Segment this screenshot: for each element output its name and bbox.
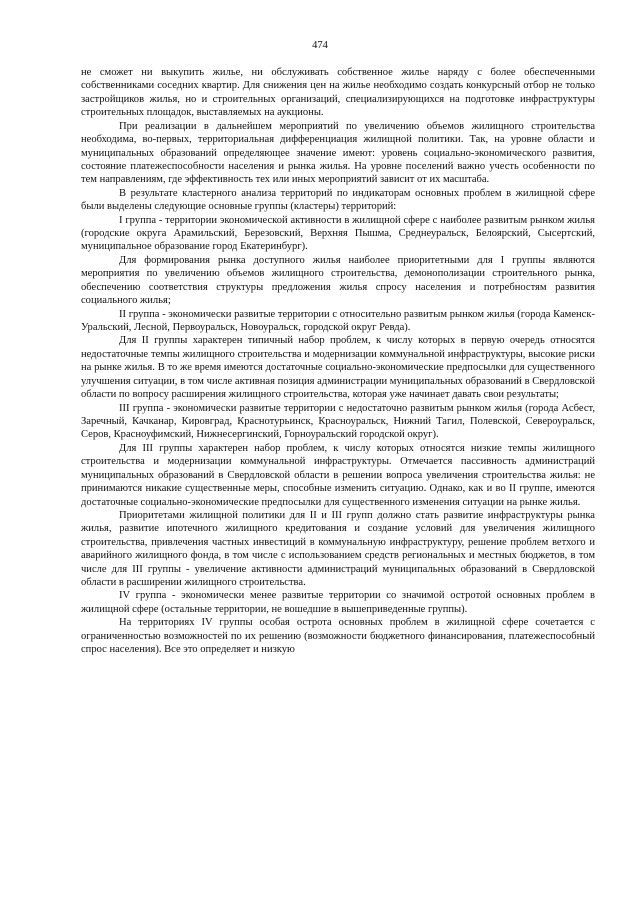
- paragraph-group-3: III группа - экономически развитые территории с недостаточно развитым рынком жилья (города Асбест, Заречный, Качканар, Кировград, Краснотурьинск, Красноуральск, Нижний Тагил, Полевской, Североуральск, Серов, Красноуфимский, Нижнесергинский, Горноуральский городской округ).: [81, 402, 595, 441]
- paragraph-continuation: не сможет ни выкупить жилье, ни обслуживать собственное жилье наряду с более обеспеченными собственниками соседних квартир. Для снижения цен на жилье необходимо создать конкурсный отбор не только застройщиков жилья, но и строительных организаций, специализирующихся на подготовке инфраструктуры строительных площадок, выставляемых на аукционы.: [81, 67, 595, 119]
- paragraph-group-4: IV группа - экономически менее развитые территории со значимой остротой основных проблем в жилищной сфере (остальные территории, не вошедшие в вышеприведенные группы).: [81, 590, 595, 615]
- paragraph-group-2: II группа - экономически развитые территории с относительно развитым рынком жилья (города Каменск-Уральский, Лесной, Первоуральск, Новоуральск, городской округ Ревда).: [81, 308, 595, 334]
- paragraph-group-1: I группа - территории экономической активности в жилищной сфере с наиболее развитым рынком жилья (городские округа Арамильский, Березовский, Верхняя Пышма, Среднеуральск, Белоярский, Сысертский, муниципальное образование город Екатеринбург).: [81, 214, 595, 253]
- paragraph: Для формирования рынка доступного жилья наиболее приоритетными для I группы являются мероприятия по увеличению объемов жилищного строительства, демонополизации строительного рынка, обеспечению соответствия структуры предложения жилья спросу населения и потребностям развития социального жилья;: [81, 254, 595, 307]
- document-body: [81, 66, 595, 657]
- page-number: 474: [312, 40, 328, 51]
- paragraph: На территориях IV группы особая острота основных проблем в жилищной сфере сочетается с ограниченностью возможностей по их решению (возможности бюджетного финансирования, платежеспособный спрос населения). Все это определяет и низкую: [81, 617, 595, 656]
- paragraph: Приоритетами жилищной политики для II и III групп должно стать развитие инфраструктуры рынка жилья, развитие ипотечного жилищного кредитования и создание условий для увеличения жилищного строительства, привлечения частных инвестиций в коммунальную инфраструктуру, решение проблем ветхого и аварийного жилищного фонда, в том числе с использованием средств региональных и местных бюджетов, в том числе для III группы - увеличение активности администраций муниципальных образований в Свердловской области в расширении жилищного строительства.: [81, 509, 595, 589]
- paragraph: При реализации в дальнейшем мероприятий по увеличению объемов жилищного строительства необходима, во-первых, территориальная дифференциация жилищной политики. Так, на уровне области и муниципальных образований определяющее значение имеют: уровень социально-экономического развития, состояние платежеспособности населения и рынка жилья. На уровне поселений важно учесть особенности по тем направлениям, где эффективность тех или иных мероприятий зависит от их масштаба.: [81, 120, 595, 186]
- paragraph: В результате кластерного анализа территорий по индикаторам основных проблем в жилищной сфере были выделены следующие основные группы (кластеры) территорий:: [81, 187, 595, 213]
- paragraph: Для III группы характерен набор проблем, к числу которых относятся низкие темпы жилищного строительства и модернизации коммунальной инфраструктуры. Отмечается пассивность администраций муниципальных образований в Свердловской области в решении вопроса увеличения строительства жилья: не принимаются никакие существенные меры, способные изменить ситуацию. Однако, как и во II группе, имеются достаточные социально-экономические предпосылки для существенного изменения ситуации на рынке жилья.: [81, 442, 595, 508]
- paragraph: Для II группы характерен типичный набор проблем, к числу которых в первую очередь относятся недостаточные темпы жилищного строительства и модернизации коммунальной инфраструктуры, высокие риски на рынке жилья. В то же время имеются достаточные социально-экономические предпосылки для существенного улучшения ситуации, в том числе активная позиция администрации муниципальных образований в Свердловской области по вопросу расширения жилищного строительства, которая уже начинает давать свои результаты;: [81, 335, 595, 401]
